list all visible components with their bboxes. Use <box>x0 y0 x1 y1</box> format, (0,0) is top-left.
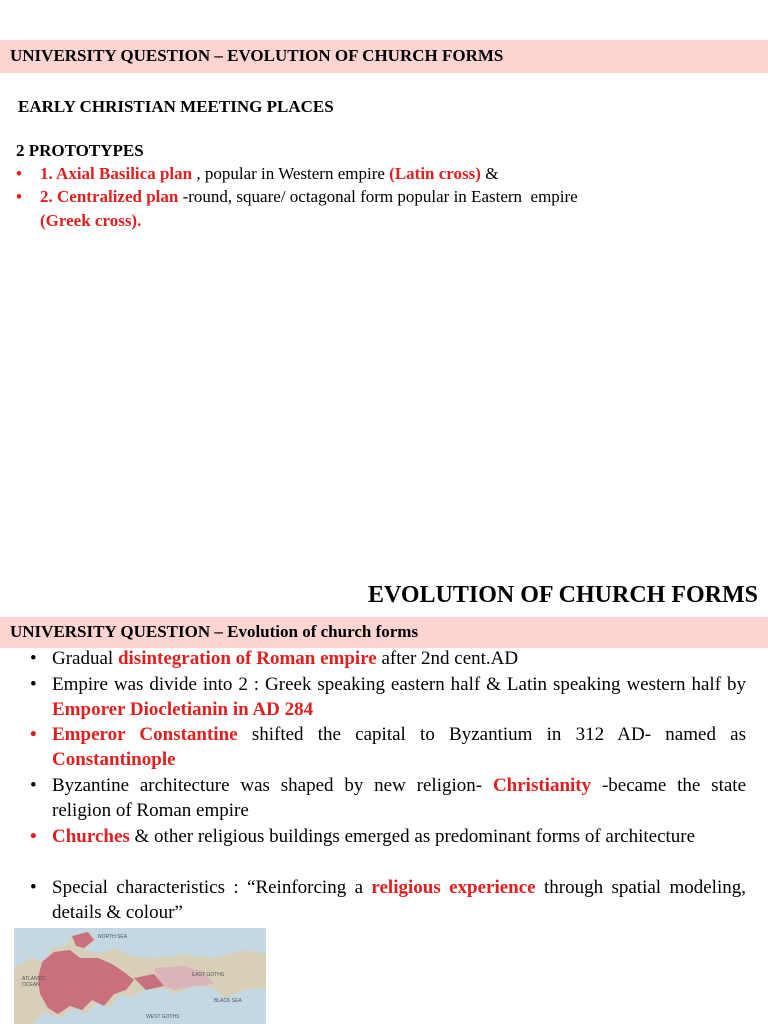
bullet-phrase: Byzantine architecture was shaped by new religion- <box>52 775 493 796</box>
svg-text:OCEAN: OCEAN <box>22 982 40 988</box>
svg-text:BLACK SEA: BLACK SEA <box>214 998 242 1004</box>
axial-basilica-desc: , popular in Western empire <box>192 164 390 183</box>
bullet-marker: • <box>30 724 37 745</box>
highlighted-phrase: religious experience <box>371 877 536 898</box>
highlighted-phrase: Emporer Diocletianin in AD 284 <box>52 699 314 720</box>
bullet-marker: • <box>30 648 37 669</box>
prototype-item-1-text <box>40 164 498 184</box>
slide1-header: UNIVERSITY QUESTION – EVOLUTION OF CHURCH FORMS <box>10 46 504 65</box>
prototypes-heading: 2 PROTOTYPES <box>16 141 144 160</box>
bullet-marker: • <box>16 164 22 183</box>
bullet-marker: • <box>30 826 37 847</box>
axial-basilica-label: 1. Axial Basilica plan <box>40 164 193 183</box>
slide1-header-band <box>0 40 768 73</box>
bullet-phrase: through spatial modeling, details & colour” <box>52 877 746 923</box>
slide2-bullet-item <box>30 722 746 772</box>
highlighted-phrase: Christianity <box>492 775 592 796</box>
slide2-bullet-item <box>30 824 746 849</box>
highlighted-phrase: Emperor Constantine <box>52 724 238 745</box>
latin-cross-label: (Latin cross) <box>389 164 481 183</box>
slide2-title: EVOLUTION OF CHURCH FORMS <box>368 582 758 608</box>
bullet-phrase: Special characteristics : “Reinforcing a <box>52 877 372 898</box>
bullet-phrase: & other religious buildings emerged as predominant forms of architecture <box>129 826 696 847</box>
slide2-bullet-item <box>30 672 746 722</box>
bullet-marker: • <box>30 775 37 796</box>
roman-empire-map-image <box>14 928 266 1024</box>
slide2-bullet-item <box>30 646 746 671</box>
centralized-plan-desc: -round, square/ octagonal form popular in Eastern empire <box>178 187 578 206</box>
slide2-bullet-text <box>52 773 746 823</box>
highlighted-phrase: Churches <box>52 826 130 847</box>
slide2-header: UNIVERSITY QUESTION – Evolution of church forms <box>10 622 419 641</box>
slide2-bullet-text <box>52 722 746 772</box>
slide2-bullet-text <box>52 875 746 925</box>
highlighted-phrase: Constantinople <box>52 749 176 770</box>
slide2-bullet-item <box>30 773 746 823</box>
highlighted-phrase: disintegration of Roman empire <box>117 648 377 669</box>
slide2-header-band <box>0 617 768 648</box>
svg-text:WEST GOTHS: WEST GOTHS <box>146 1014 180 1020</box>
map-illustration <box>14 928 266 1024</box>
prototype-item-2-text <box>40 187 578 207</box>
svg-text:ATLANTIC: ATLANTIC <box>22 976 46 982</box>
slide2-bullet-text <box>52 646 746 671</box>
slide2-bullet-item <box>30 875 746 925</box>
bullet-marker: • <box>30 877 37 898</box>
ampersand: & <box>480 164 499 183</box>
svg-text:EAST GOTHS: EAST GOTHS <box>192 972 225 978</box>
slide2-bullet-text <box>52 824 746 849</box>
bullet-marker: • <box>16 187 22 206</box>
svg-text:NORTH SEA: NORTH SEA <box>98 934 128 940</box>
bullet-phrase: Gradual <box>52 648 118 669</box>
slide1-subtitle: EARLY CHRISTIAN MEETING PLACES <box>18 97 334 116</box>
centralized-plan-label: 2. Centralized plan <box>40 187 179 206</box>
bullet-phrase: Empire was divide into 2 : Greek speaking eastern half & Latin speaking western half by <box>52 674 746 695</box>
bullet-phrase: shifted the capital to Byzantium in 312 AD- named as <box>237 724 746 745</box>
bullet-phrase: -became the state religion of Roman empire <box>52 775 747 821</box>
slide2-bullet-text <box>52 672 746 722</box>
greek-cross-label: (Greek cross). <box>40 211 142 230</box>
bullet-phrase: after 2nd cent.AD <box>376 648 519 669</box>
bullet-marker: • <box>30 674 37 695</box>
